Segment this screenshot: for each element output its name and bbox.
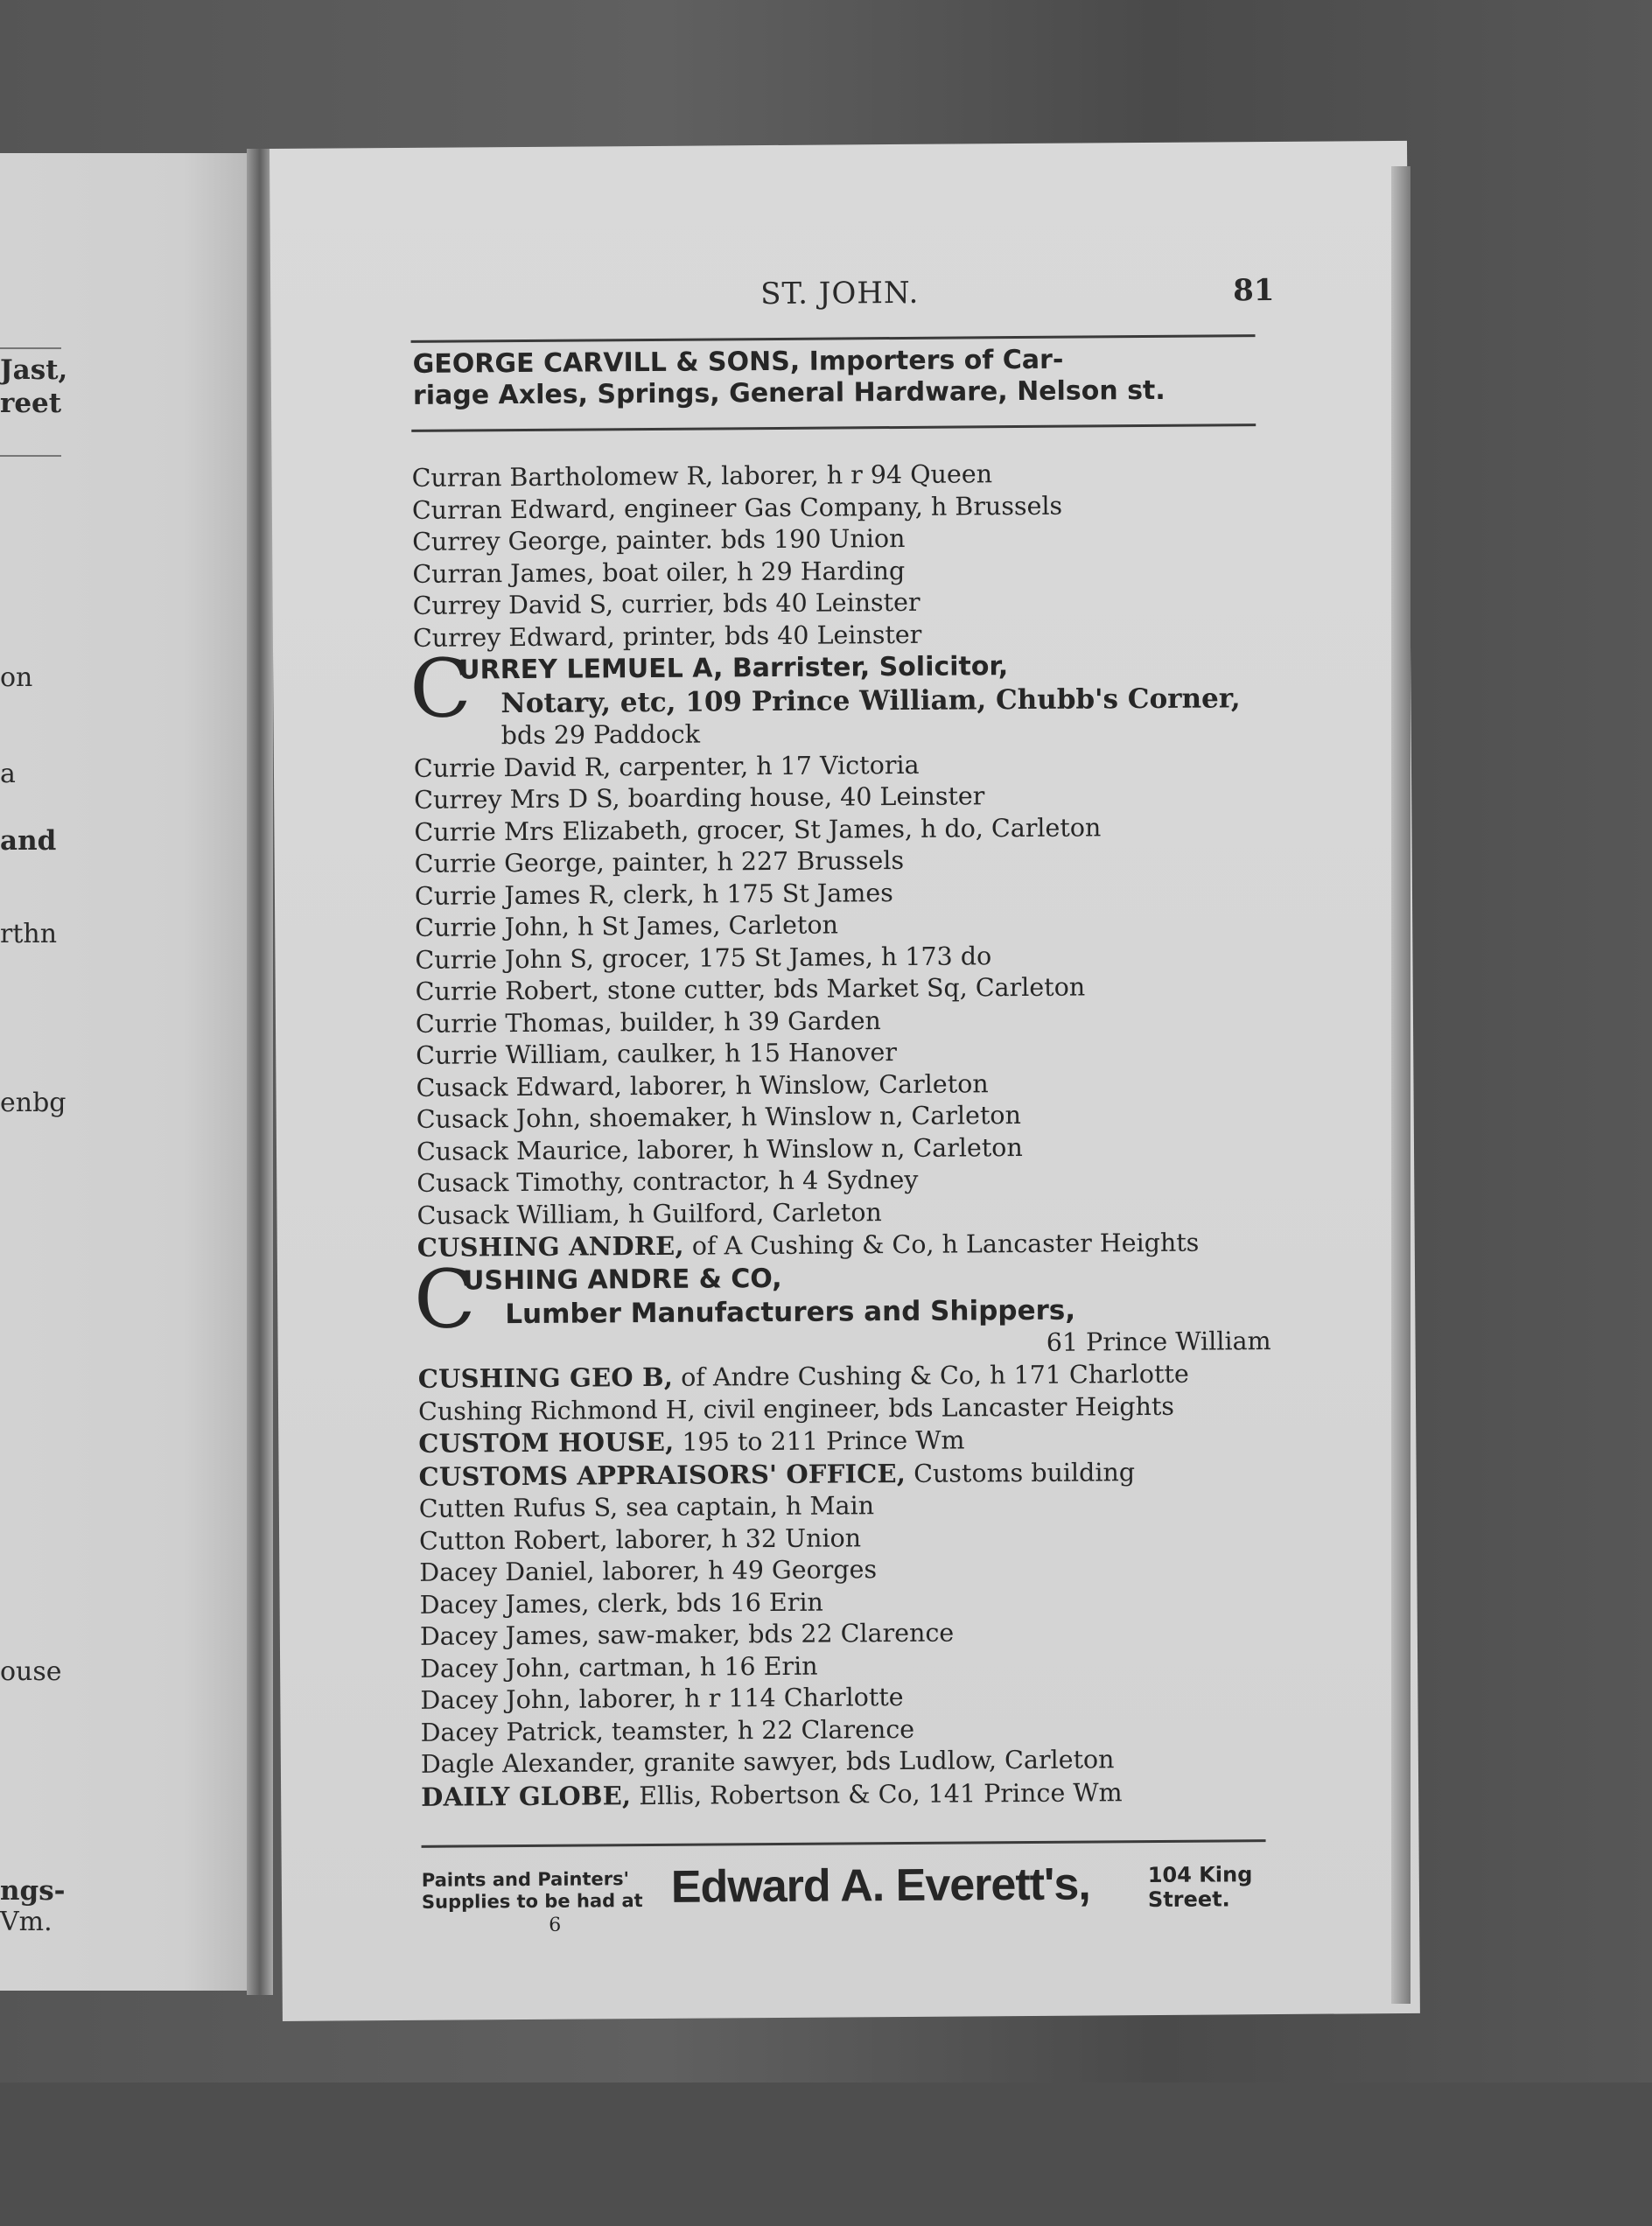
footer-rule [422,1839,1266,1848]
featured-entry [409,641,1280,752]
left-fragment: Jast, [0,354,68,386]
left-fragment: on [0,662,33,693]
featured-entry-line: USHING ANDRE & CO, [462,1263,782,1296]
background-bottom [0,2082,1652,2226]
left-fragment: and [0,825,57,857]
featured-entry-line: bds 29 Paddock [500,719,701,751]
drop-cap: C [413,1251,476,1347]
directory-entry: Currey David S, currier, bds 40 Leinster [412,587,920,620]
footer-advertisement [422,1857,1280,1942]
entry-detail: Ellis, Robertson & Co, 141 Prince Wm [631,1777,1123,1810]
featured-entry [413,1251,1284,1362]
directory-entry: Cusack Edward, laborer, h Winslow, Carleton [416,1068,989,1102]
entry-detail: of Andre Cushing & Co, h 171 Charlotte [672,1359,1189,1392]
directory-entry: Currey Edward, printer, bds 40 Leinster [412,620,922,653]
featured-entry-text: Lumber Manufacturers and Shippers, [505,1294,1076,1330]
directory-entry: Cushing Richmond H, civil engineer, bds Lancaster Heights [417,1391,1175,1426]
directory-entry: Cusack Timothy, contractor, h 4 Sydney [416,1165,919,1198]
directory-entry: Currey Mrs D S, boarding house, 40 Leinster [414,781,985,815]
left-fragment: ouse [0,1656,62,1687]
header-rule [411,334,1256,343]
footer-small-line: Paints and Painters' [421,1868,630,1891]
directory-entry: Dacey John, cartman, h 16 Erin [420,1651,818,1684]
directory-page [270,141,1420,2021]
directory-entries [409,457,1288,1814]
footer-advertiser-name: Edward A. Everett's, [670,1858,1090,1913]
directory-entry: Currie John, h St James, Carleton [415,910,839,942]
directory-entry: Currie William, caulker, h 15 Hanover [416,1038,898,1070]
entry-name: CUSTOM HOUSE, [418,1426,675,1459]
advertisement-banner [413,343,1262,412]
directory-entry: Currie Thomas, builder, h 39 Garden [415,1005,881,1039]
directory-entry: Cusack Maurice, laborer, h Winslow n, Carleton [416,1132,1023,1166]
left-fragment: a [0,759,16,789]
page-number: 81 [1233,272,1275,309]
featured-entry-line: URREY LEMUEL A, Barrister, Solicitor, [458,651,1009,686]
directory-entry: Curran James, boat oiler, h 29 Harding [412,556,906,589]
page-edge [1391,166,1410,2004]
directory-entry: Currie Robert, stone cutter, bds Market Sq, Carleton [415,972,1086,1006]
entry-name: CUSHING GEO B, [417,1362,674,1394]
directory-entry: Dacey Daniel, laborer, h 49 Georges [419,1555,878,1587]
left-fragment: enbg [0,1088,66,1118]
directory-entry [421,1774,1287,1813]
left-page-rule [0,347,61,349]
footer-address-line: 104 King [1147,1862,1253,1888]
banner-rule [411,424,1256,432]
directory-entry: Currie John S, grocer, 175 St James, h 173 do [415,941,992,975]
directory-entry: Dacey James, clerk, bds 16 Erin [419,1587,823,1620]
directory-entry: Dagle Alexander, granite sawyer, bds Ludlow, Carleton [420,1745,1115,1779]
directory-entry: Curran Bartholomew R, laborer, h r 94 Queen [411,459,993,493]
directory-entry: Cusack William, h Guilford, Carleton [416,1197,882,1230]
directory-entry: Currie George, painter, h 227 Brussels [414,845,905,878]
entry-name: CUSHING ANDRE, [416,1230,684,1263]
directory-entry: Currie David R, carpenter, h 17 Victoria [413,750,920,783]
signature-mark: 6 [549,1914,562,1936]
entry-name: DAILY GLOBE, [421,1780,632,1812]
footer-address [1148,1862,1253,1912]
left-page-rule [0,455,61,457]
directory-entry: Cusack John, shoemaker, h Winslow n, Carleton [416,1101,1021,1134]
entry-detail: 195 to 211 Prince Wm [674,1425,965,1457]
directory-entry: Dacey Patrick, teamster, h 22 Clarence [420,1714,915,1747]
directory-entry: Cutton Robert, laborer, h 32 Union [418,1522,862,1556]
footer-address-line: Street. [1147,1886,1230,1913]
entry-name: CUSTOMS APPRAISORS' OFFICE, [418,1458,906,1492]
drop-cap: C [409,641,472,736]
directory-entry: Dacey John, laborer, h r 114 Charlotte [420,1682,904,1715]
banner-line: GEORGE CARVILL & SONS, Importers of Car- [412,344,1064,380]
directory-entry: Curran Edward, engineer Gas Company, h Brussels [411,491,1063,525]
entry-detail: Customs building [905,1457,1136,1488]
left-fragment: ngs- [0,1875,66,1907]
footer-small-line: Supplies to be had at [421,1890,643,1913]
directory-entry: Dacey James, saw-maker, bds 22 Clarence [419,1618,955,1651]
left-fragment: Vm. [0,1907,52,1937]
entry-detail: of A Cushing & Co, h Lancaster Heights [683,1228,1200,1261]
book-spine [247,149,273,1995]
left-fragment: reet [0,388,62,419]
directory-entry: Cutten Rufus S, sea captain, h Main [418,1491,875,1523]
footer-small-text [422,1868,643,1914]
banner-line: riage Axles, Springs, General Hardware, Nelson st. [412,374,1166,411]
left-page [0,153,262,1991]
featured-entry-line: Notary, etc, 109 Prince William, Chubb's Corner, [500,682,1241,720]
left-fragment: rthn [0,919,58,949]
directory-entry: Currie James R, clerk, h 175 St James [414,878,893,911]
directory-entry [418,1357,1284,1396]
directory-entry: Currie Mrs Elizabeth, grocer, St James, h do, Carleton [414,812,1102,847]
featured-entry-line: 61 Prince William [1046,1326,1271,1357]
directory-entry: Currey George, painter. bds 190 Union [412,523,906,556]
page-header-title: ST. JOHN. [760,275,920,312]
